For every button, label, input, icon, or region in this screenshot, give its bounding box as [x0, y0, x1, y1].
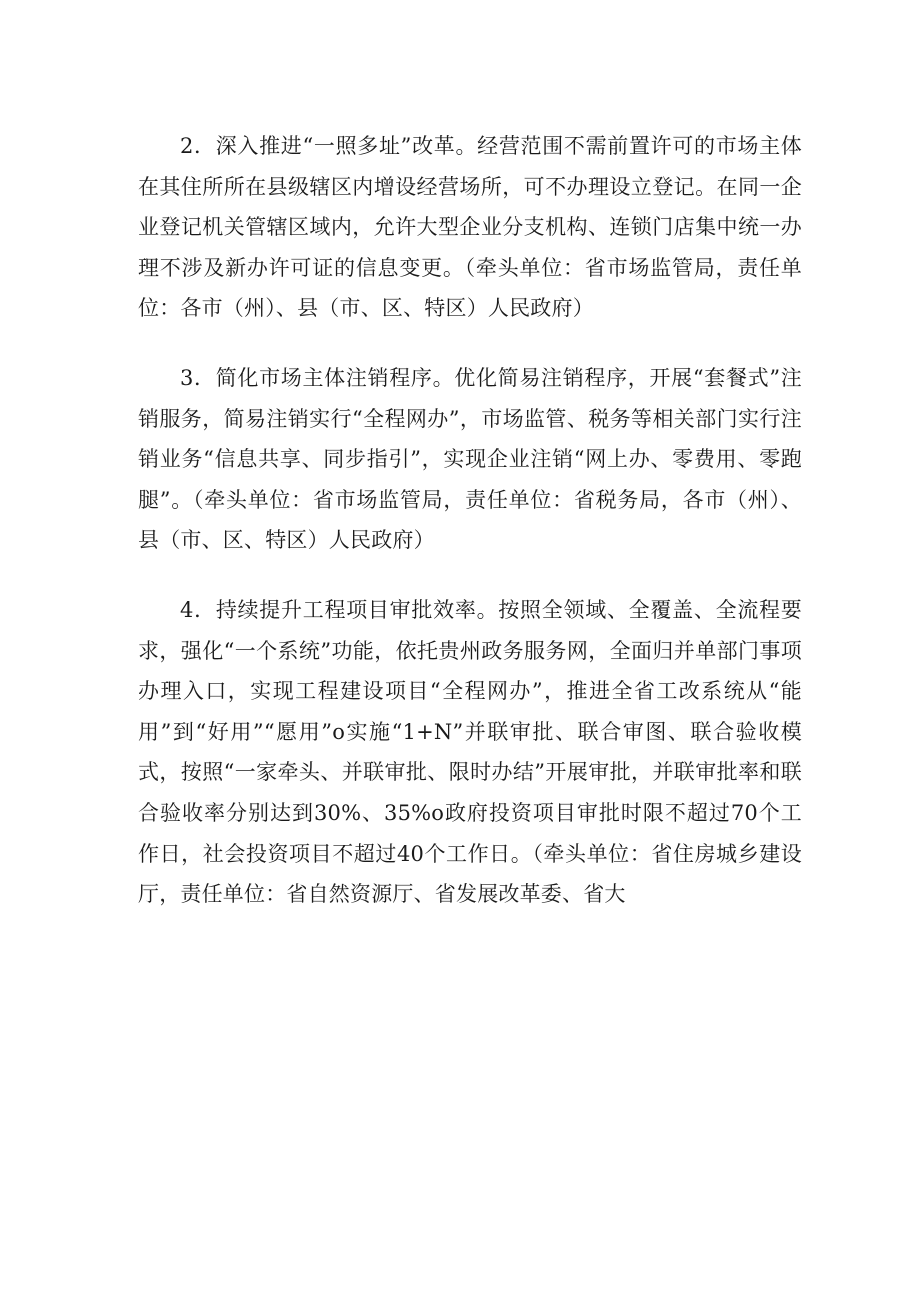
paragraph-item-4: 4．持续提升工程项目审批效率。按照全领域、全覆盖、全流程要求，强化“一个系统”功能，依托贵州政务服务网，全面归并单部门事项办理入口，实现工程建设项目“全程网办”，推进全省工改系统从“能用”到“好用”“愿用”o实施“1+N”并联审批、联合审图、联合验收模式，按照“一家牵头、并联审批、限时办结”开展审批，并联审批率和联合验收率分别达到30%、35%o政府投资项目审批时限不超过70个工作日，社会投资项目不超过40个工作日。（牵头单位：省住房城乡建设厅，责任单位：省自然资源厅、省发展改革委、省大 — [138, 597, 802, 907]
document-body — [138, 126, 802, 915]
paragraph-item-3: 3．简化市场主体注销程序。优化简易注销程序，开展“套餐式”注销服务，简易注销实行“全程网办”，市场监管、税务等相关部门实行注销业务“信息共享、同步指引”，实现企业注销“网上办、零费用、零跑腿”。（牵头单位：省市场监管局，责任单位：省税务局，各市（州）、县（市、区、特区）人民政府） — [138, 365, 802, 553]
paragraph-item-2: 2．深入推进“一照多址”改革。经营范围不需前置许可的市场主体在其住所所在县级辖区内增设经营场所，可不办理设立登记。在同一企业登记机关管辖区域内，允许大型企业分支机构、连锁门店集中统一办理不涉及新办许可证的信息变更。（牵头单位：省市场监管局，责任单位：各市（州）、县（市、区、特区）人民政府） — [138, 134, 802, 321]
